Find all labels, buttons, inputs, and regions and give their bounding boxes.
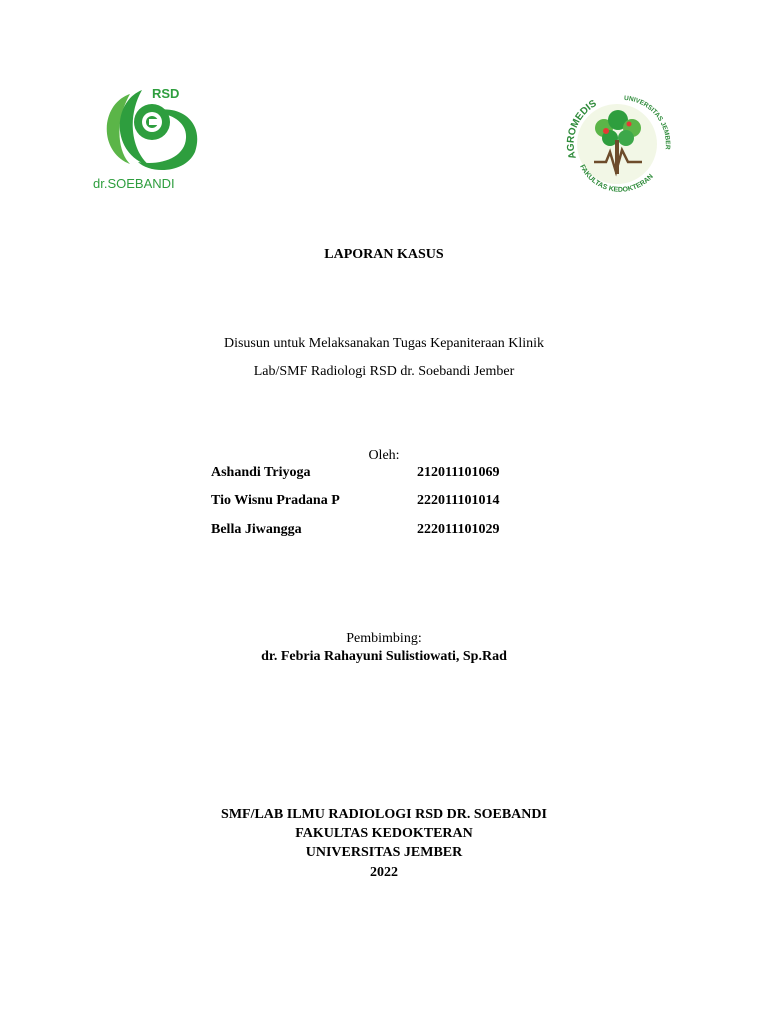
author-nim: 212011101069	[417, 465, 500, 480]
agromedis-logo-icon	[558, 88, 676, 198]
rsd-logo-icon	[90, 82, 220, 194]
author-nim: 222011101014	[417, 493, 500, 508]
by-label: Oleh:	[368, 448, 400, 463]
rsd-soebandi-logo	[90, 82, 220, 194]
rsd-logo-bottom-text: dr.SOEBANDI	[93, 176, 175, 191]
institution-line-2: FAKULTAS KEDOKTERAN	[295, 826, 473, 841]
document-title: LAPORAN KASUS	[324, 247, 444, 262]
author-nim: 222011101029	[417, 522, 500, 537]
agromedis-arc-bottom-text: FAKULTAS KEDOKTERAN	[578, 163, 655, 194]
agromedis-logo	[558, 88, 676, 198]
agromedis-arc-right-text: UNIVERSITAS JEMBER	[623, 94, 671, 150]
supervisor-label: Pembimbing:	[346, 631, 422, 646]
agromedis-arc-left-text: AGROMEDIS	[565, 98, 599, 161]
rsd-logo-top-text: RSD	[152, 86, 180, 101]
institution-line-1: SMF/LAB ILMU RADIOLOGI RSD DR. SOEBANDI	[221, 807, 547, 822]
author-name: Tio Wisnu Pradana P	[211, 493, 340, 508]
author-name: Ashandi Triyoga	[211, 465, 311, 480]
subtitle-line-2: Lab/SMF Radiologi RSD dr. Soebandi Jember	[253, 364, 515, 379]
subtitle-line-1: Disusun untuk Melaksanakan Tugas Kepaniteraan Klinik	[223, 336, 544, 351]
document-year: 2022	[370, 865, 398, 880]
supervisor-name: dr. Febria Rahayuni Sulistiowati, Sp.Rad	[261, 649, 507, 664]
institution-line-3: UNIVERSITAS JEMBER	[305, 845, 463, 860]
author-name: Bella Jiwangga	[211, 522, 302, 537]
